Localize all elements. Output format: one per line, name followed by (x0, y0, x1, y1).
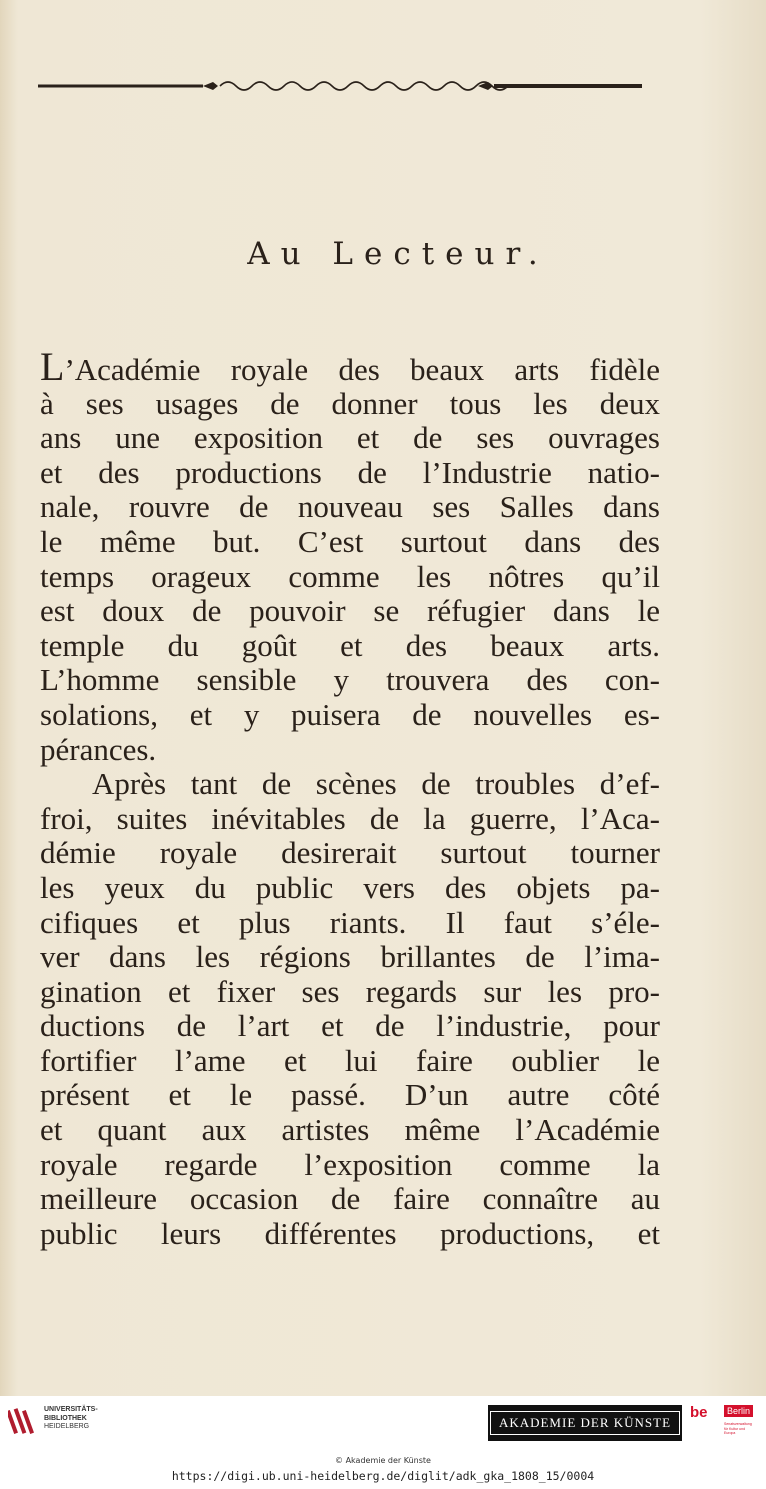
library-line: UNIVERSITÄTS- (44, 1406, 98, 1413)
text-line: et des productions de l’Industrie natio- (40, 454, 660, 490)
first-line-rest: ’Académie royale des beaux arts fidèle (64, 352, 660, 387)
university-library-logo-icon[interactable] (8, 1404, 38, 1438)
text-line: est doux de pouvoir se réfugier dans le (40, 593, 660, 629)
copyright-notice: © Akademie der Künste (335, 1456, 431, 1465)
text-line: L’homme sensible y trouvera des con- (40, 662, 660, 698)
drop-cap: L (40, 344, 65, 389)
be-logo-subtext: Senatsverwaltung für Kultur und Europa (724, 1422, 752, 1435)
body-text (40, 344, 660, 1251)
text-line: ductions de l’art et de l’industrie, pour (40, 1008, 660, 1044)
text-line: ans une exposition et de ses ouvrages (40, 420, 660, 456)
text-line: froi, suites inévitables de la guerre, l’Aca- (40, 800, 660, 836)
text-line: solations, et y puisera de nouvelles es- (40, 696, 660, 732)
paragraph-start-line: Après tant de scènes de troubles d’ef- (92, 766, 660, 802)
text-line: public leurs différentes productions, et (40, 1215, 660, 1251)
viewer-footer (0, 1396, 766, 1489)
library-line: BIBLIOTHEK (44, 1414, 87, 1422)
berlin-tag: Berlin (724, 1405, 753, 1417)
text-line: gination et fixer ses regards sur les pro- (40, 973, 660, 1009)
text-line: le même but. C’est surtout dans des (40, 523, 660, 559)
text-line: meilleure occasion de faire connaître au (40, 1181, 660, 1217)
ornamental-rule (38, 78, 642, 94)
library-line: HEIDELBERG (44, 1423, 90, 1430)
akademie-logo-text: AKADEMIE DER KÜNSTE (490, 1411, 680, 1435)
be-berlin-logo[interactable] (690, 1404, 756, 1442)
text-line: démie royale desirerait surtout tourner (40, 835, 660, 871)
text-line: ver dans les régions brillantes de l’ima- (40, 939, 660, 975)
text-line: et quant aux artistes même l’Académie (40, 1112, 660, 1148)
permalink-url[interactable]: https://digi.ub.uni-heidelberg.de/diglit/adk_gka_1808_15/0004 (171, 1469, 595, 1483)
text-line: fortifier l’ame et lui faire oublier le (40, 1042, 660, 1078)
text-line: les yeux du public vers des objets pa- (40, 869, 660, 905)
page-title: Au Lecteur. (247, 236, 549, 272)
text-line: pérances. (40, 731, 157, 767)
text-line: nale, rouvre de nouveau ses Salles dans (40, 489, 660, 525)
text-line: présent et le passé. D’un autre côté (40, 1077, 660, 1113)
text-line: à ses usages de donner tous les deux (40, 385, 660, 421)
akademie-logo[interactable] (488, 1405, 682, 1441)
be-logo-word: be (690, 1404, 708, 1421)
university-library-name[interactable] (44, 1406, 98, 1432)
text-line: royale regarde l’exposition comme la (40, 1146, 660, 1182)
text-line: temple du goût et des beaux arts. (40, 627, 660, 663)
text-line-1 (40, 344, 660, 389)
text-line: cifiques et plus riants. Il faut s’éle- (40, 904, 660, 940)
text-line: temps orageux comme les nôtres qu’il (40, 558, 660, 594)
